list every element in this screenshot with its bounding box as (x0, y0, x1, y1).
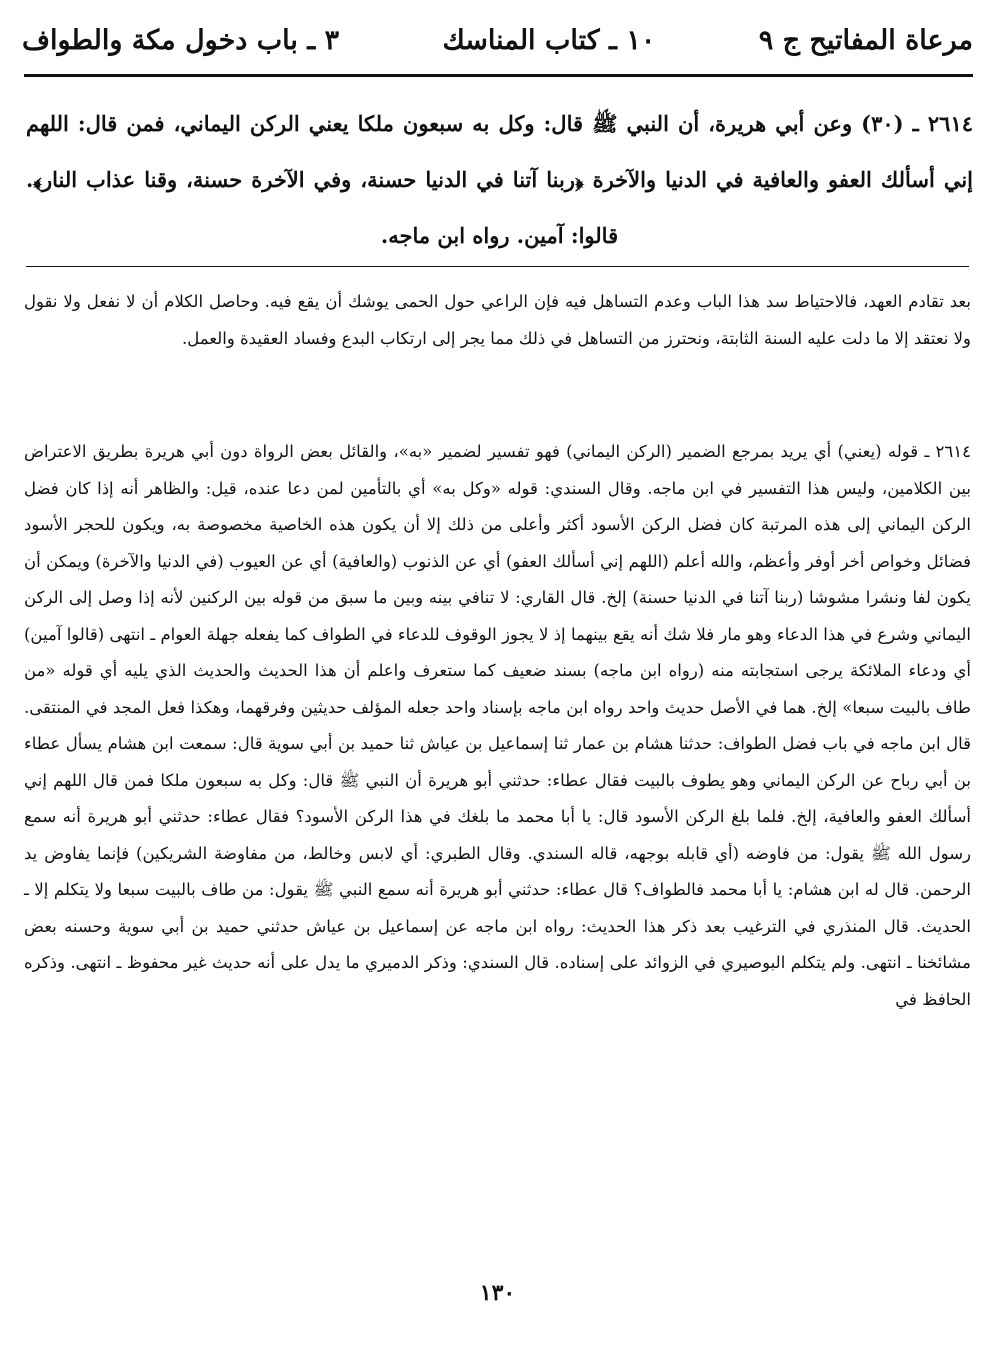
header-divider (24, 74, 973, 77)
bab-title: ٣ ـ باب دخول مكة والطواف (22, 24, 340, 56)
running-header (22, 14, 973, 66)
commentary-paragraph-2: ٢٦١٤ ـ قوله (يعني) أي يريد بمرجع الضمير (الركن اليماني) فهو تفسير لضمير «به»، والقائل بعض الرواة دون أبي هريرة بطريق الاعتراض بين الكلامين، وليس هذا التفسير في ابن ماجه. وقال السندي: قوله «وكل به» أي بالتأمين لمن دعا عنده، قيل: والظاهر أنه إذا كان فضل الركن اليماني إلى هذه المرتبة كان فضل الركن الأسود أكثر وأعلى من ذلك إلا أن يكون هذه الخاصية مخصوصة به، ويكون للحجر الأسود فضائل وخواص أخر أوفر وأعظم، والله أعلم (اللهم إني أسألك العفو) أي عن الذنوب (والعافية) أي عن العيوب (في الدنيا والآخرة) ويمكن أن يكون لفا ونشرا مشوشا (ربنا آتنا في الدنيا حسنة) إلخ. قال القاري: لا تنافي بينه وبين ما سبق من قوله بين الركنين لأنه إذا وصل إلى الركن اليماني وشرع في هذا الدعاء وهو مار فلا شك أنه يقع بينهما إذ لا يجوز الوقوف للدعاء في الطواف كما يفعله جهلة العوام ـ انتهى (قالوا آمين) أي ودعاء الملائكة يرجى استجابته منه (رواه ابن ماجه) بسند ضعيف كما ستعرف واعلم أن هذا الحديث والحديث الذي يليه أي قوله «من طاف بالبيت سبعا» إلخ. هما في الأصل حديث واحد رواه ابن ماجه بإسناد واحد جعله المؤلف حديثين وفرقهما، وهكذا فعل المجد في المنتقى. قال ابن ماجه في باب فضل الطواف: حدثنا هشام بن عمار ثنا إسماعيل بن عياش ثنا حميد بن أبي سوية قال: سمعت ابن هشام يسأل عطاء بن أبي رباح عن الركن اليماني وهو يطوف بالبيت فقال عطاء: حدثني أبو هريرة أن النبي ﷺ قال: وكل به سبعون ملكا فمن قال اللهم إني أسألك العفو والعافية، إلخ. فلما بلغ الركن الأسود قال: يا أبا محمد ما بلغك في هذا الركن الأسود؟ فقال عطاء: حدثني أبو هريرة أنه سمع رسول الله ﷺ يقول: من فاوضه (أي قابله بوجهه، قاله السندي. وقال الطبري: أي لابس وخالط، من مفاوضة الشريكين) فإنما يفاوض يد الرحمن. قال له ابن هشام: يا أبا محمد فالطواف؟ قال عطاء: حدثني أبو هريرة أنه سمع النبي ﷺ يقول: من طاف بالبيت سبعا ولا يتكلم إلا ـ الحديث. قال المنذري في الترغيب بعد ذكر هذا الحديث: رواه ابن ماجه عن إسماعيل بن عياش حدثني حميد بن أبي سوية وحسنه بعض مشائخنا ـ انتهى. ولم يتكلم البوصيري في الزوائد على إسناده. قال السندي: وذكر الدميري ما يدل على أنه حديث غير محفوظ ـ انتهى. وذكره الحافظ في (24, 442, 971, 1009)
kitab-title: ١٠ ـ كتاب المناسك (442, 24, 656, 56)
commentary-paragraph-1: بعد تقادم العهد، فالاحتياط سد هذا الباب وعدم التساهل فيه فإن الراعي حول الحمى يوشك أن يقع فيه. وحاصل الكلام أن لا نفعل ولا نقول ولا نعتقد إلا ما دلت عليه السنة الثابتة، ونحترز من التساهل في ذلك مما يجر إلى ارتكاب البدع وفساد العقيدة والعمل. (24, 292, 971, 348)
book-title: مرعاة المفاتيح ج ٩ (758, 24, 973, 56)
section-divider (26, 266, 969, 267)
hadith-text: ٢٦١٤ ـ (٣٠) وعن أبي هريرة، أن النبي ﷺ قال: وكل به سبعون ملكا يعني الركن اليماني، فمن قال: اللهم إني أسألك العفو والعافية في الدنيا والآخرة ﴿ربنا آتنا في الدنيا حسنة، وفي الآخرة حسنة، وقنا عذاب النار﴾. قالوا: آمين. رواه ابن ماجه. (26, 111, 974, 248)
page-number: ١٣٠ (479, 1280, 516, 1306)
